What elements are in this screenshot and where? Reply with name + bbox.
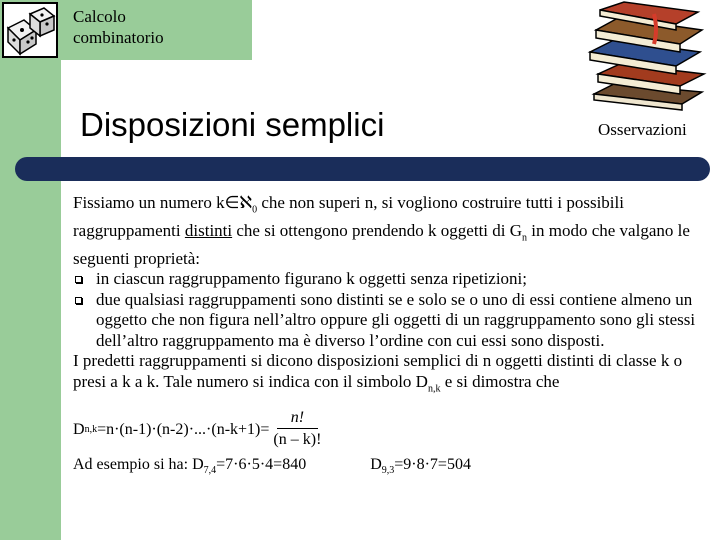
intro-paragraph: [73, 193, 703, 269]
example-b-result: =9·8·7=504: [394, 456, 471, 473]
formula-lhs: D: [73, 420, 85, 438]
intro-text-d: in modo che valgano le seguenti proprietà:: [73, 220, 690, 268]
closing-text-b: e si dimostra che: [440, 371, 560, 391]
title-separator-bar: [15, 157, 710, 181]
closing-text-a: I predetti raggruppamenti si dicono disposizioni semplici di n oggetti distinti di classe k o presi a k a k. Tale numero si indica con il simbolo D: [73, 351, 683, 391]
distinti-underlined: distinti: [184, 220, 233, 240]
books-icon: [584, 0, 716, 112]
example-a-text: Ad esempio si ha: D: [73, 456, 204, 473]
intro-text-c: che si ottengono prendendo k oggetti di G: [232, 220, 523, 240]
observations-label: Osservazioni: [598, 120, 687, 139]
page-title: Disposizioni semplici: [80, 106, 385, 143]
formula-fraction: [273, 408, 321, 451]
example-b-subscript: 9,3: [381, 465, 395, 477]
formula-product: =n·(n-1)·(n-2)·...·(n-k+1)=: [97, 420, 270, 438]
example-a: [73, 456, 306, 476]
closing-paragraph: [73, 351, 703, 399]
example-b: [370, 456, 471, 476]
intro-text-a: Fissiamo un numero k: [73, 193, 225, 212]
formula-lhs-subscript: n,k: [84, 424, 98, 435]
course-line-1: Calcolo: [73, 7, 126, 26]
example-a-subscript: 7,4: [203, 465, 217, 477]
course-title: [73, 6, 164, 48]
left-green-band: [0, 0, 61, 540]
fraction-numerator: n!: [277, 408, 318, 429]
naturals-subscript: 0: [252, 204, 258, 216]
example-line: [73, 456, 471, 476]
dice-icon: [2, 2, 58, 58]
intro-text-b: che non superi n, si vogliono costruire tutti i possibili raggruppamenti: [73, 193, 624, 240]
property-bullet-2: due qualsiasi raggruppamenti sono distinti se e solo se o uno di essi contiene almeno un oggetto che non figura nell’altro oppure gli oggetti di un raggruppamento sono gli stessi dell’altro raggruppamento ma è diverso l’ordine con cui essi sono disposti.: [73, 290, 703, 352]
disposition-formula: [73, 408, 321, 451]
fraction-denominator: (n – k)!: [273, 431, 322, 448]
course-line-2: combinatorio: [73, 28, 164, 47]
property-bullet-1: in ciascun raggruppamento figurano k oggetti senza ripetizioni;: [73, 269, 703, 290]
example-b-text: D: [370, 456, 382, 473]
definition-text: [73, 193, 703, 400]
g-subscript: n: [522, 232, 528, 244]
example-a-result: =7·6·5·4=840: [216, 456, 307, 473]
naturals-symbol: ∈ℵ: [224, 193, 253, 212]
closing-subscript: n,k: [427, 383, 441, 395]
